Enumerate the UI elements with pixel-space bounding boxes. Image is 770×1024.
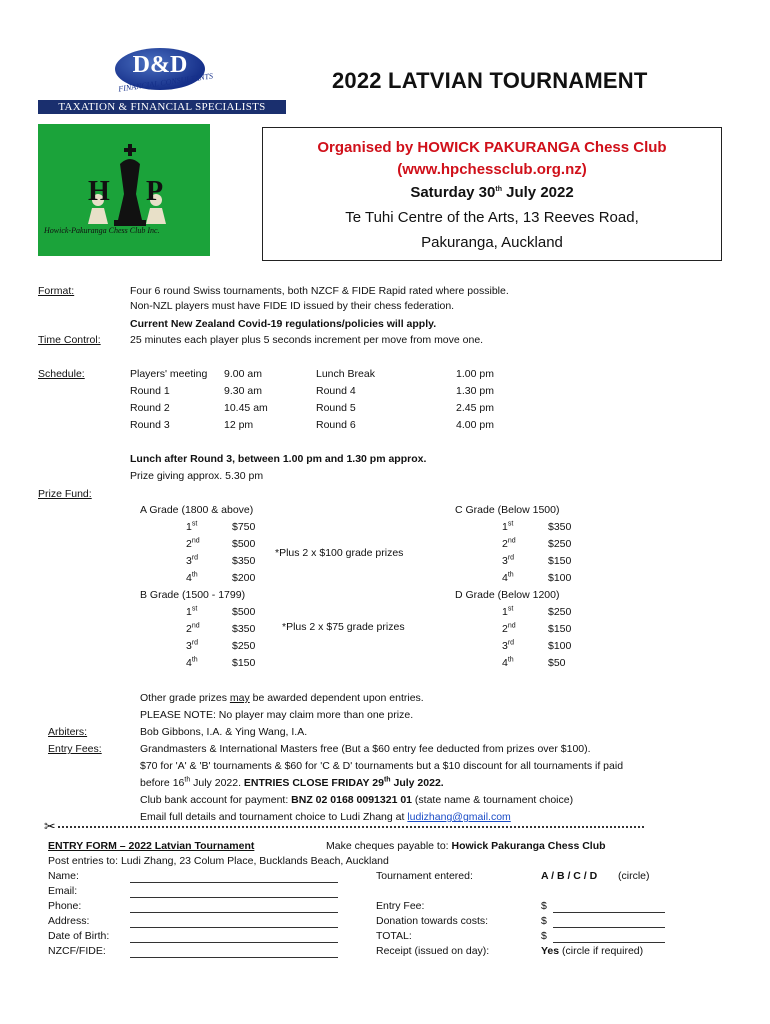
cut-line bbox=[58, 826, 644, 828]
prize-place: 3rd bbox=[186, 639, 199, 652]
prize-place: 4th bbox=[502, 571, 514, 584]
entry-fees-label: Entry Fees: bbox=[48, 743, 102, 755]
prize-giving: Prize giving approx. 5.30 pm bbox=[130, 470, 264, 482]
organiser: Organised by HOWICK PAKURANGA Chess Club bbox=[317, 139, 667, 156]
arbiters-label: Arbiters: bbox=[48, 726, 88, 738]
field-label: Address: bbox=[48, 915, 90, 927]
schedule-left-time: 12 pm bbox=[224, 419, 254, 431]
money-label: TOTAL: bbox=[376, 930, 412, 942]
entry-fees-line-2: $70 for 'A' & 'B' tournaments & $60 for 'C & D' tournaments but a $10 discount for all tournaments if paid bbox=[140, 760, 624, 772]
event-date: Saturday 30th July 2022 bbox=[410, 184, 574, 201]
a-grade-title: A Grade (1800 & above) bbox=[140, 504, 254, 516]
schedule-right-name: Lunch Break bbox=[316, 368, 375, 380]
schedule-right-name: Round 5 bbox=[316, 402, 356, 414]
prize-note: PLEASE NOTE: No player may claim more than one prize. bbox=[140, 709, 414, 721]
schedule-right-time: 4.00 pm bbox=[456, 419, 494, 431]
other-prizes: Other grade prizes may be awarded dependent upon entries. bbox=[140, 692, 424, 704]
currency: $ bbox=[541, 900, 547, 912]
club-letter-h: H bbox=[88, 176, 110, 207]
entry-fee-field[interactable] bbox=[553, 902, 665, 913]
donation-field[interactable] bbox=[553, 917, 665, 928]
prize-amount: $100 bbox=[548, 640, 572, 652]
email-instructions: Email full details and tournament choice to Ludi Zhang at ludizhang@gmail.com bbox=[140, 811, 511, 823]
prize-place: 2nd bbox=[502, 622, 516, 635]
circle-note: (circle) bbox=[618, 870, 650, 882]
club-logo bbox=[38, 124, 210, 256]
schedule-left-time: 9.00 am bbox=[224, 368, 262, 380]
prize-place: 1st bbox=[186, 605, 198, 618]
prize-place: 3rd bbox=[502, 554, 515, 567]
prize-amount: $250 bbox=[548, 538, 572, 550]
prize-place: 3rd bbox=[502, 639, 515, 652]
cheques-payable: Make cheques payable to: Howick Pakuranga Chess Club bbox=[326, 840, 606, 852]
a-grade-note: *Plus 2 x $100 grade prizes bbox=[275, 547, 404, 559]
time-control-label: Time Control: bbox=[38, 334, 101, 346]
format-label: Format: bbox=[38, 285, 75, 297]
prize-amount: $500 bbox=[232, 606, 256, 618]
format-line-2: Non-NZL players must have FIDE ID issued by their chess federation. bbox=[130, 300, 455, 312]
schedule-left-time: 9.30 am bbox=[224, 385, 262, 397]
dob-field[interactable] bbox=[130, 932, 338, 943]
club-letter-p: P bbox=[146, 176, 164, 207]
prize-fund-label: Prize Fund: bbox=[38, 488, 92, 500]
money-label: Entry Fee: bbox=[376, 900, 425, 912]
format-line-1: Four 6 round Swiss tournaments, both NZCF & FIDE Rapid rated where possible. bbox=[130, 285, 509, 297]
entry-fees-line-1: Grandmasters & International Masters free (But a $60 entry fee deducted from prizes over $100). bbox=[140, 743, 591, 755]
b-grade-title: B Grade (1500 - 1799) bbox=[140, 589, 246, 601]
money-label: Donation towards costs: bbox=[376, 915, 489, 927]
prize-place: 4th bbox=[186, 571, 198, 584]
prize-amount: $350 bbox=[232, 623, 256, 635]
field-label: Name: bbox=[48, 870, 79, 882]
prize-place: 1st bbox=[502, 605, 514, 618]
schedule-left-name: Round 2 bbox=[130, 402, 170, 414]
lunch-note: Lunch after Round 3, between 1.00 pm and 1.30 pm approx. bbox=[130, 453, 427, 465]
scissors-icon: ✂ bbox=[44, 818, 56, 834]
dd-banner: TAXATION & FINANCIAL SPECIALISTS bbox=[38, 100, 286, 114]
email-field[interactable] bbox=[130, 887, 338, 898]
field-label: Phone: bbox=[48, 900, 82, 912]
b-grade-note: *Plus 2 x $75 grade prizes bbox=[282, 621, 405, 633]
schedule-left-name: Round 1 bbox=[130, 385, 170, 397]
name-field[interactable] bbox=[130, 872, 338, 883]
receipt-option[interactable]: Yes (circle if required) bbox=[541, 945, 644, 957]
bank-account: Club bank account for payment: BNZ 02 0168 0091321 01 (state name & tournament choice) bbox=[140, 794, 574, 806]
form-title: ENTRY FORM – 2022 Latvian Tournament bbox=[48, 840, 255, 852]
dd-logo-text: D&D bbox=[132, 52, 188, 78]
format-line-3: Current New Zealand Covid-19 regulations/policies will apply. bbox=[130, 318, 437, 330]
prize-place: 2nd bbox=[186, 537, 200, 550]
prize-amount: $150 bbox=[548, 623, 572, 635]
field-label: Date of Birth: bbox=[48, 930, 110, 942]
schedule-right-time: 1.00 pm bbox=[456, 368, 494, 380]
prize-amount: $100 bbox=[548, 572, 572, 584]
time-control-text: 25 minutes each player plus 5 seconds increment per move from move one. bbox=[130, 334, 484, 346]
schedule-left-time: 10.45 am bbox=[224, 402, 268, 414]
currency: $ bbox=[541, 930, 547, 942]
total-field[interactable] bbox=[553, 932, 665, 943]
schedule-left-name: Round 3 bbox=[130, 419, 170, 431]
dd-logo-subtitle: FINANCIAL CONSULTANTS bbox=[117, 71, 214, 94]
phone-field[interactable] bbox=[130, 902, 338, 913]
prize-place: 2nd bbox=[186, 622, 200, 635]
club-website: (www.hpchessclub.org.nz) bbox=[397, 161, 587, 178]
schedule-right-name: Round 4 bbox=[316, 385, 356, 397]
nzcf-fide-field[interactable] bbox=[130, 947, 338, 958]
schedule-right-time: 2.45 pm bbox=[456, 402, 494, 414]
prize-place: 1st bbox=[502, 520, 514, 533]
prize-place: 3rd bbox=[186, 554, 199, 567]
arbiters-text: Bob Gibbons, I.A. & Ying Wang, I.A. bbox=[140, 726, 308, 738]
prize-place: 4th bbox=[502, 656, 514, 669]
email-link[interactable]: ludizhang@gmail.com bbox=[407, 811, 511, 823]
field-label: Email: bbox=[48, 885, 78, 897]
address-field[interactable] bbox=[130, 917, 338, 928]
prize-amount: $150 bbox=[232, 657, 256, 669]
club-caption: Howick-Pakuranga Chess Club Inc. bbox=[44, 226, 160, 235]
currency: $ bbox=[541, 915, 547, 927]
prize-amount: $250 bbox=[548, 606, 572, 618]
schedule-left-name: Players' meeting bbox=[130, 368, 208, 380]
info-box bbox=[262, 127, 722, 261]
schedule-label: Schedule: bbox=[38, 368, 85, 380]
prize-amount: $50 bbox=[548, 657, 566, 669]
prize-amount: $750 bbox=[232, 521, 256, 533]
tournament-choices[interactable]: A / B / C / D bbox=[541, 870, 598, 882]
prize-place: 4th bbox=[186, 656, 198, 669]
venue-line-1: Te Tuhi Centre of the Arts, 13 Reeves Road, bbox=[345, 209, 639, 226]
post-entries: Post entries to: Ludi Zhang, 23 Colum Place, Bucklands Beach, Auckland bbox=[48, 855, 389, 867]
receipt-label: Receipt (issued on day): bbox=[376, 945, 490, 957]
page-title: 2022 LATVIAN TOURNAMENT bbox=[332, 68, 648, 93]
schedule-right-time: 1.30 pm bbox=[456, 385, 494, 397]
tournament-label: Tournament entered: bbox=[376, 870, 473, 882]
venue-line-2: Pakuranga, Auckland bbox=[421, 234, 563, 251]
prize-amount: $500 bbox=[232, 538, 256, 550]
d-grade-title: D Grade (Below 1200) bbox=[455, 589, 560, 601]
prize-amount: $350 bbox=[548, 521, 572, 533]
entry-fees-line-3: before 16th July 2022. ENTRIES CLOSE FRIDAY 29th July 2022. bbox=[140, 776, 444, 789]
prize-place: 2nd bbox=[502, 537, 516, 550]
chess-pieces-icon bbox=[38, 124, 210, 256]
prize-amount: $350 bbox=[232, 555, 256, 567]
schedule-right-name: Round 6 bbox=[316, 419, 356, 431]
c-grade-title: C Grade (Below 1500) bbox=[455, 504, 560, 516]
prize-amount: $150 bbox=[548, 555, 572, 567]
field-label: NZCF/FIDE: bbox=[48, 945, 106, 957]
prize-amount: $200 bbox=[232, 572, 256, 584]
prize-amount: $250 bbox=[232, 640, 256, 652]
prize-place: 1st bbox=[186, 520, 198, 533]
